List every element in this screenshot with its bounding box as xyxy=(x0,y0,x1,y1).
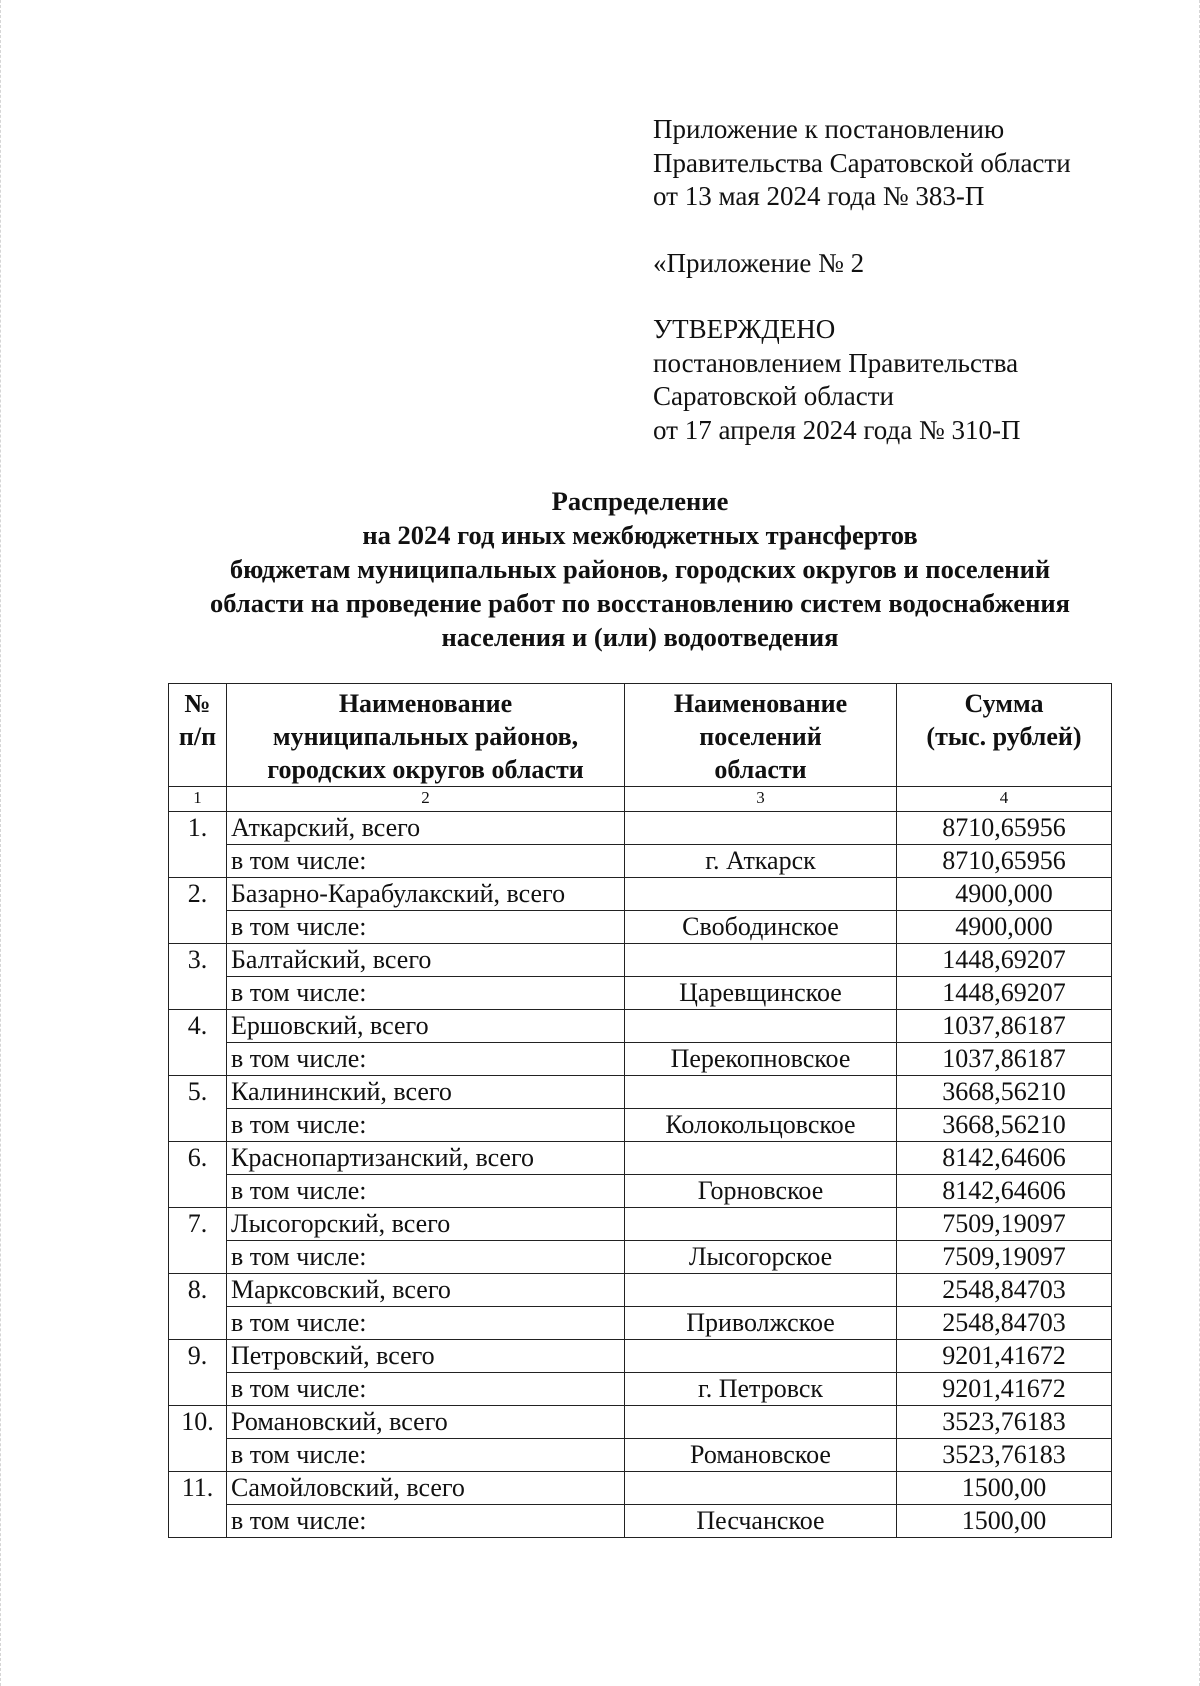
table-row-district xyxy=(169,878,1112,911)
settlement-sum: 1500,00 xyxy=(897,1505,1112,1538)
row-number: 8. xyxy=(169,1274,227,1340)
district-sum: 3668,56210 xyxy=(897,1076,1112,1109)
table-row-settlement xyxy=(169,845,1112,878)
district-sum: 8142,64606 xyxy=(897,1142,1112,1175)
row-number: 2. xyxy=(169,878,227,944)
table-row-settlement xyxy=(169,1505,1112,1538)
including-label: в том числе: xyxy=(227,1307,625,1340)
settlement-name: Горновское xyxy=(625,1175,897,1208)
settlement-name: Перекопновское xyxy=(625,1043,897,1076)
settlement-empty xyxy=(625,1274,897,1307)
row-number: 7. xyxy=(169,1208,227,1274)
including-label: в том числе: xyxy=(227,1175,625,1208)
settlement-empty xyxy=(625,1010,897,1043)
column-number-row xyxy=(169,787,1112,812)
title-line: Распределение xyxy=(551,486,729,516)
column-number: 2 xyxy=(227,787,625,812)
table-row-settlement xyxy=(169,1241,1112,1274)
settlement-sum: 8710,65956 xyxy=(897,845,1112,878)
settlement-name: г. Аткарск xyxy=(625,845,897,878)
settlement-empty xyxy=(625,944,897,977)
settlement-sum: 9201,41672 xyxy=(897,1373,1112,1406)
settlement-sum: 4900,000 xyxy=(897,911,1112,944)
appendix-line: Саратовской области xyxy=(653,381,894,411)
table-row-district xyxy=(169,1406,1112,1439)
settlement-empty xyxy=(625,1406,897,1439)
district-sum: 8710,65956 xyxy=(897,812,1112,845)
header-district xyxy=(227,684,625,787)
settlement-name: Царевщинское xyxy=(625,977,897,1010)
appendix-line: Приложение к постановлению xyxy=(653,114,1005,144)
district-name: Романовский, всего xyxy=(227,1406,625,1439)
table-row-settlement xyxy=(169,1373,1112,1406)
table-row-district xyxy=(169,1076,1112,1109)
including-label: в том числе: xyxy=(227,977,625,1010)
header-text: городских округов области xyxy=(267,755,584,784)
settlement-empty xyxy=(625,1076,897,1109)
distribution-table xyxy=(168,683,1112,1538)
header-number xyxy=(169,684,227,787)
including-label: в том числе: xyxy=(227,845,625,878)
table-row-district xyxy=(169,812,1112,845)
table-row-district xyxy=(169,1010,1112,1043)
row-number: 6. xyxy=(169,1142,227,1208)
row-number: 4. xyxy=(169,1010,227,1076)
row-number: 9. xyxy=(169,1340,227,1406)
table-header-row xyxy=(169,684,1112,787)
page-edge-right xyxy=(1196,0,1200,1686)
settlement-empty xyxy=(625,878,897,911)
table-row-settlement xyxy=(169,1109,1112,1142)
settlement-name: Лысогорское xyxy=(625,1241,897,1274)
district-name: Самойловский, всего xyxy=(227,1472,625,1505)
appendix-line: Правительства Саратовской области xyxy=(653,147,1071,178)
district-sum: 1500,00 xyxy=(897,1472,1112,1505)
settlement-empty xyxy=(625,812,897,845)
including-label: в том числе: xyxy=(227,911,625,944)
district-name: Балтайский, всего xyxy=(227,944,625,977)
table-row-district xyxy=(169,1274,1112,1307)
settlement-empty xyxy=(625,1472,897,1505)
district-sum: 1448,69207 xyxy=(897,944,1112,977)
including-label: в том числе: xyxy=(227,1241,625,1274)
settlement-empty xyxy=(625,1142,897,1175)
district-sum: 7509,19097 xyxy=(897,1208,1112,1241)
title-line: населения и (или) водоотведения xyxy=(441,622,839,652)
approved-label: УТВЕРЖДЕНО xyxy=(653,314,836,344)
table-row-settlement xyxy=(169,911,1112,944)
table-row-district xyxy=(169,1142,1112,1175)
table-row-settlement xyxy=(169,977,1112,1010)
settlement-sum: 3668,56210 xyxy=(897,1109,1112,1142)
settlement-sum: 2548,84703 xyxy=(897,1307,1112,1340)
district-sum: 1037,86187 xyxy=(897,1010,1112,1043)
table-row-district xyxy=(169,944,1112,977)
settlement-name: г. Петровск xyxy=(625,1373,897,1406)
settlement-sum: 7509,19097 xyxy=(897,1241,1112,1274)
table-row-settlement xyxy=(169,1043,1112,1076)
header-settlement xyxy=(625,684,897,787)
row-number: 10. xyxy=(169,1406,227,1472)
settlement-sum: 3523,76183 xyxy=(897,1439,1112,1472)
including-label: в том числе: xyxy=(227,1505,625,1538)
page-edge-left xyxy=(0,0,4,1686)
header-text: поселений xyxy=(699,722,822,751)
document-title xyxy=(120,484,1160,654)
appendix-line: от 17 апреля 2024 года № 310-П xyxy=(653,414,1021,445)
row-number: 11. xyxy=(169,1472,227,1538)
table-row-district xyxy=(169,1340,1112,1373)
header-text: области xyxy=(714,755,807,784)
district-name: Аткарский, всего xyxy=(227,812,625,845)
settlement-sum: 1037,86187 xyxy=(897,1043,1112,1076)
district-name: Калининский, всего xyxy=(227,1076,625,1109)
settlement-name: Приволжское xyxy=(625,1307,897,1340)
district-sum: 4900,000 xyxy=(897,878,1112,911)
district-sum: 2548,84703 xyxy=(897,1274,1112,1307)
table-body xyxy=(169,812,1112,1538)
district-name: Ершовский, всего xyxy=(227,1010,625,1043)
table-row-settlement xyxy=(169,1439,1112,1472)
header-text: Сумма xyxy=(964,689,1044,718)
header-sum xyxy=(897,684,1112,787)
appendix-line: от 13 мая 2024 года № 383-П xyxy=(653,181,985,211)
appendix-block xyxy=(653,113,1173,447)
header-text: муниципальных районов, xyxy=(272,722,579,751)
row-number: 3. xyxy=(169,944,227,1010)
title-line: бюджетам муниципальных районов, городских округов и поселений xyxy=(229,554,1051,584)
settlement-sum: 8142,64606 xyxy=(897,1175,1112,1208)
district-name: Марксовский, всего xyxy=(227,1274,625,1307)
settlement-empty xyxy=(625,1340,897,1373)
header-text: № xyxy=(184,689,211,718)
header-text: Наименование xyxy=(338,689,513,718)
settlement-empty xyxy=(625,1208,897,1241)
table-row-settlement xyxy=(169,1307,1112,1340)
table-row-district xyxy=(169,1208,1112,1241)
row-number: 5. xyxy=(169,1076,227,1142)
settlement-name: Романовское xyxy=(625,1439,897,1472)
title-line: на 2024 год иных межбюджетных трансфертов xyxy=(362,520,918,550)
appendix-line: «Приложение № 2 xyxy=(653,247,865,278)
table-row-district xyxy=(169,1472,1112,1505)
row-number: 1. xyxy=(169,812,227,878)
district-name: Краснопартизанский, всего xyxy=(227,1142,625,1175)
column-number: 1 xyxy=(169,787,227,812)
title-line: области на проведение работ по восстановлению систем водоснабжения xyxy=(209,588,1070,618)
including-label: в том числе: xyxy=(227,1043,625,1076)
district-name: Базарно-Карабулакский, всего xyxy=(227,878,625,911)
header-text: (тыс. рублей) xyxy=(926,722,1082,751)
table-row-settlement xyxy=(169,1175,1112,1208)
district-sum: 3523,76183 xyxy=(897,1406,1112,1439)
including-label: в том числе: xyxy=(227,1439,625,1472)
district-name: Петровский, всего xyxy=(227,1340,625,1373)
including-label: в том числе: xyxy=(227,1109,625,1142)
district-sum: 9201,41672 xyxy=(897,1340,1112,1373)
header-text: Наименование xyxy=(673,689,848,718)
settlement-name: Песчанское xyxy=(625,1505,897,1538)
including-label: в том числе: xyxy=(227,1373,625,1406)
district-name: Лысогорский, всего xyxy=(227,1208,625,1241)
column-number: 4 xyxy=(897,787,1112,812)
settlement-sum: 1448,69207 xyxy=(897,977,1112,1010)
settlement-name: Свободинское xyxy=(625,911,897,944)
appendix-line: постановлением Правительства xyxy=(653,347,1019,378)
column-number: 3 xyxy=(625,787,897,812)
settlement-name: Колокольцовское xyxy=(625,1109,897,1142)
header-text: п/п xyxy=(178,722,217,751)
